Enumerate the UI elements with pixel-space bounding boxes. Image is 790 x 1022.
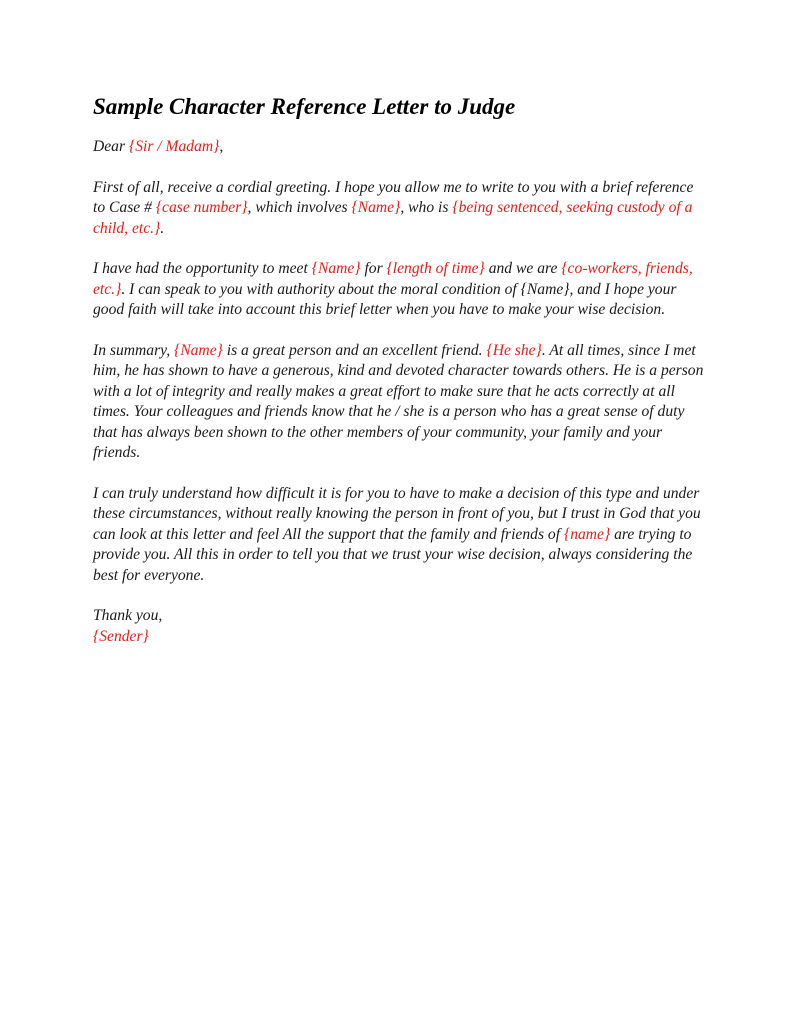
situation-placeholder: {being sentenced, seeking custody of a child, etc.} bbox=[93, 199, 693, 237]
para3-text-3: . At all times, since I met him, he has shown to have a generous, kind and devoted character towards others. He is a person with a lot of integrity and really makes a great effort to make sure that he acts correctly at all times. Your colleagues and friends know that he / she is a person who has a great sense of duty that has always been shown to the other members of your community, your family and your friends. bbox=[93, 341, 704, 461]
para2-text-3: and we are bbox=[484, 260, 562, 277]
name-placeholder: {Name} bbox=[311, 260, 361, 277]
closing bbox=[93, 606, 705, 647]
case-number-placeholder: {case number} bbox=[155, 199, 248, 216]
para2-text-2: for bbox=[360, 260, 387, 277]
para1-text-2: , which involves bbox=[247, 199, 352, 216]
para4-text-2: are trying to provide you. All this in order to tell you that we trust your wise decision, always considering the best for everyone. bbox=[93, 525, 693, 584]
name-placeholder: {Name} bbox=[351, 199, 401, 216]
greeting-lead: Dear bbox=[93, 138, 129, 155]
paragraph-relationship bbox=[93, 259, 705, 321]
para1-text-1: First of all, receive a cordial greeting. I hope you allow me to write to you with a brief reference to Case # bbox=[93, 178, 694, 216]
para2-text-4: . I can speak to you with authority about the moral condition of {Name}, and I hope your good faith will take into account this brief letter when you have to make your wise decision. bbox=[93, 280, 677, 318]
para3-text-2: is a great person and an excellent friend. bbox=[222, 341, 487, 359]
para1-text-3: , who is bbox=[400, 199, 453, 216]
recipient-placeholder: {Sir / Madam} bbox=[128, 138, 220, 155]
para2-text-1: I have had the opportunity to meet bbox=[93, 260, 312, 277]
sender-placeholder: {Sender} bbox=[93, 627, 149, 645]
name-placeholder: {Name} bbox=[174, 341, 223, 359]
name-placeholder: {name} bbox=[563, 525, 611, 543]
pronoun-placeholder: {He she} bbox=[486, 341, 542, 359]
para4-text-1: I can truly understand how difficult it is for you to have to make a decision of this type and under these circumstances, without really knowing the person in front of you, but I trust in God that you can look at this letter and feel All the support that the family and friends of bbox=[93, 484, 701, 543]
paragraph-introduction bbox=[93, 178, 705, 240]
para1-text-4: . bbox=[160, 219, 165, 237]
letter-body bbox=[93, 92, 705, 647]
relationship-placeholder: {co-workers, friends, etc.} bbox=[93, 260, 693, 298]
letter-title: Sample Character Reference Letter to Judge bbox=[93, 94, 516, 119]
paragraph-appeal bbox=[93, 484, 705, 587]
greeting bbox=[93, 137, 705, 158]
para3-text-1: In summary, bbox=[93, 341, 174, 359]
length-of-time-placeholder: {length of time} bbox=[386, 260, 485, 277]
paragraph-character bbox=[93, 341, 705, 464]
greeting-tail: , bbox=[219, 138, 224, 155]
closing-line: Thank you, bbox=[93, 607, 163, 624]
